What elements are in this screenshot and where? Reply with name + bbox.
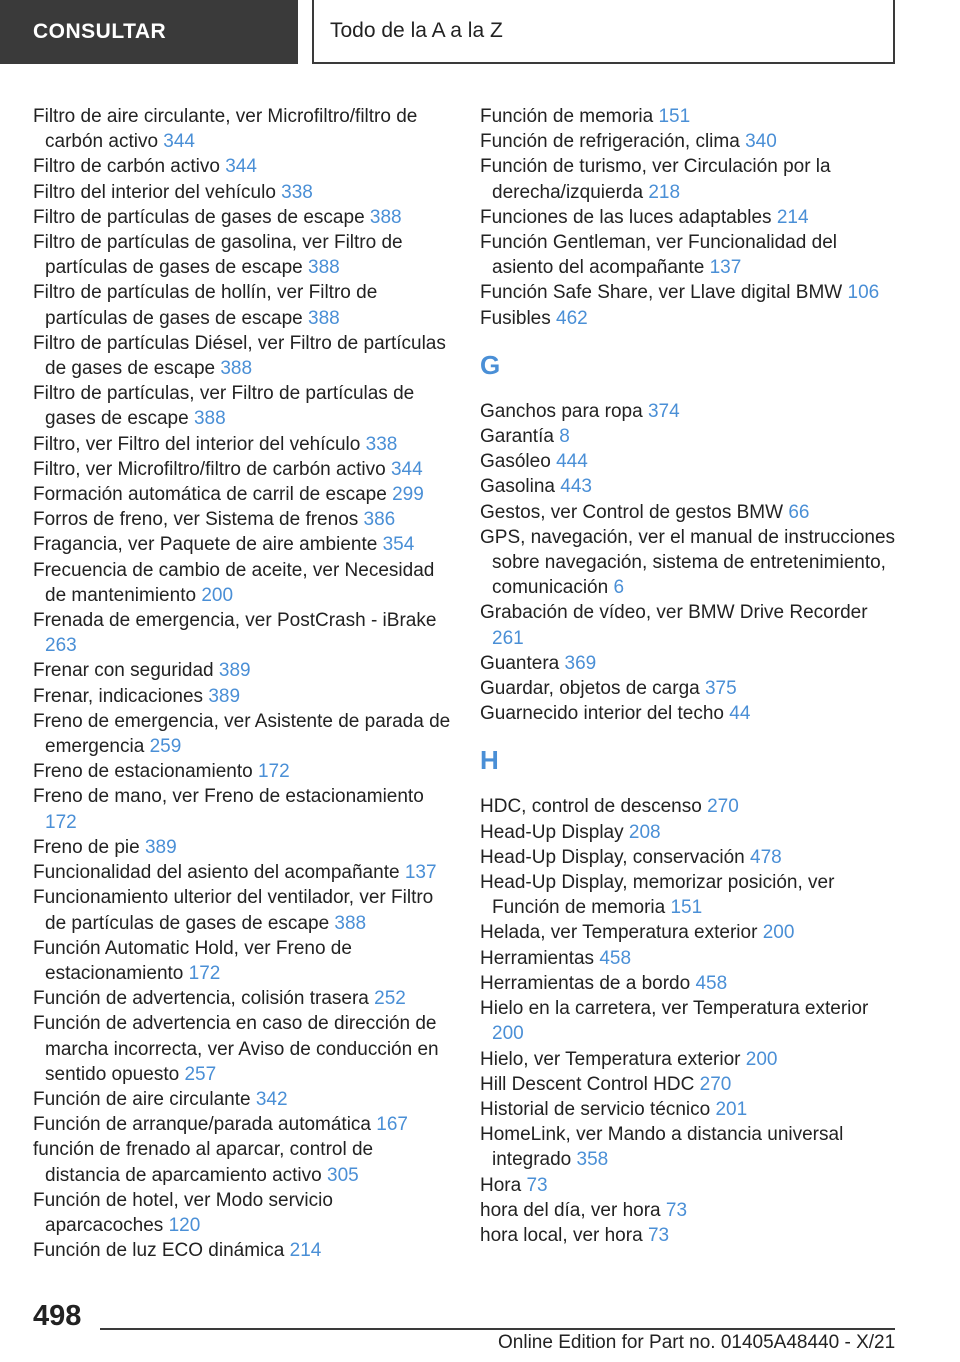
index-entry xyxy=(480,449,900,474)
page-link[interactable]: 462 xyxy=(556,307,588,329)
index-entry xyxy=(33,104,453,154)
page-link[interactable]: 106 xyxy=(847,282,880,304)
entry-text: Freno de pie xyxy=(33,836,140,858)
chapter-header xyxy=(312,0,895,64)
footer-edition: Online Edition for Part no. 01405A48440 - X/21 xyxy=(498,1332,896,1353)
page-link[interactable]: 389 xyxy=(144,836,177,858)
page-link[interactable]: 443 xyxy=(560,476,592,498)
index-entry xyxy=(480,845,900,870)
page-link[interactable]: 214 xyxy=(776,206,809,228)
page-link[interactable]: 218 xyxy=(648,181,681,203)
index-entry xyxy=(480,676,900,701)
index-entry xyxy=(33,684,453,709)
entry-text: Freno de emergencia, ver Asistente de parada de emergencia xyxy=(33,710,451,758)
entry-text: Función de hotel, ver Modo servicio aparcacoches xyxy=(33,1189,333,1236)
index-entry xyxy=(480,996,900,1046)
page-link[interactable]: 120 xyxy=(168,1214,201,1236)
footer-divider xyxy=(100,1328,895,1330)
entry-text: Fragancia, ver Paquete de aire ambiente xyxy=(33,534,378,556)
page-link[interactable]: 458 xyxy=(695,972,728,994)
entry-text: Filtro de partículas de gases de escape xyxy=(33,206,365,228)
entry-text: Guarnecido interior del techo xyxy=(480,703,724,725)
entry-text: Ganchos para ropa xyxy=(480,400,643,422)
page-link[interactable]: 444 xyxy=(556,451,588,473)
page-link[interactable]: 261 xyxy=(492,627,524,649)
index-entry xyxy=(33,885,453,935)
section-tab xyxy=(0,0,298,64)
index-entry xyxy=(480,1173,900,1198)
index-entry xyxy=(480,1047,900,1072)
index-group-h xyxy=(480,794,900,1248)
entry-text: Función de aire circulante xyxy=(33,1088,251,1110)
page-link[interactable]: 374 xyxy=(647,400,680,422)
page-link[interactable]: 200 xyxy=(492,1023,524,1045)
index-entry xyxy=(33,709,453,759)
index-entry xyxy=(33,608,453,658)
page-link[interactable]: 73 xyxy=(647,1224,670,1246)
page-link[interactable]: 388 xyxy=(334,912,367,934)
page-link[interactable]: 137 xyxy=(404,862,437,884)
page-number: 498 xyxy=(33,1300,82,1332)
index-entry xyxy=(33,482,453,507)
section-label: CONSULTAR xyxy=(33,20,167,43)
page-link[interactable]: 151 xyxy=(658,106,691,127)
index-entry xyxy=(33,532,453,557)
entry-text: Filtro de aire circulante, ver Microfiltro/filtro de carbón activo xyxy=(33,106,418,153)
page-link[interactable]: 305 xyxy=(327,1164,359,1186)
index-entry xyxy=(33,180,453,205)
page-link[interactable]: 338 xyxy=(365,433,398,455)
page-link[interactable]: 389 xyxy=(218,660,251,682)
index-entry xyxy=(480,971,900,996)
page-link[interactable]: 137 xyxy=(709,257,742,279)
page-link[interactable]: 200 xyxy=(762,922,795,944)
entry-text: Frenada de emergencia, ver PostCrash - iBrake xyxy=(33,610,437,632)
entry-text: Filtro, ver Filtro del interior del vehículo xyxy=(33,433,361,455)
entry-text: Funciones de las luces adaptables xyxy=(480,206,772,228)
entry-text: Herramientas de a bordo xyxy=(480,972,691,994)
page-link[interactable]: 172 xyxy=(257,761,290,783)
index-entry xyxy=(33,658,453,683)
index-entry xyxy=(33,936,453,986)
entry-text: Helada, ver Temperatura exterior xyxy=(480,922,758,944)
entry-text: Head-Up Display xyxy=(480,821,624,843)
index-group-g xyxy=(480,399,900,727)
index-letter-g: G xyxy=(480,349,501,380)
entry-text: Gasolina xyxy=(480,476,555,498)
page-link[interactable]: 458 xyxy=(599,947,632,969)
entry-text: Fusibles xyxy=(480,307,551,329)
index-entry xyxy=(33,986,453,1011)
entry-text: Forros de freno, ver Sistema de frenos xyxy=(33,509,359,531)
entry-text: Filtro de partículas Diésel, ver Filtro de partículas de gases de escape xyxy=(33,332,446,380)
index-entry xyxy=(33,154,453,179)
entry-text: Garantía xyxy=(480,426,554,448)
page-link[interactable]: 257 xyxy=(184,1063,217,1085)
index-entry xyxy=(480,1097,900,1122)
entry-text: Filtro de partículas de gasolina, ver Filtro de partículas de gases de escape xyxy=(33,232,403,279)
index-entry xyxy=(33,558,453,608)
page-link[interactable]: 342 xyxy=(255,1088,288,1110)
page-link[interactable]: 344 xyxy=(163,131,195,153)
entry-text: Funcionalidad del asiento del acompañante xyxy=(33,862,400,884)
page-link[interactable]: 6 xyxy=(613,577,625,599)
page-link[interactable]: 200 xyxy=(745,1048,778,1070)
entry-text: Freno de estacionamiento xyxy=(33,761,253,783)
index-entry xyxy=(480,794,900,819)
page-link[interactable]: 270 xyxy=(699,1073,732,1095)
page-link[interactable]: 73 xyxy=(665,1199,688,1221)
index-entry xyxy=(480,820,900,845)
entry-text: Función de advertencia en caso de dirección de marcha incorrecta, ver Aviso de conducción en sentido opuesto xyxy=(33,1013,439,1085)
entry-text: Función Automatic Hold, ver Freno de estacionamiento xyxy=(33,937,352,984)
index-entry xyxy=(480,280,900,305)
index-entry xyxy=(480,154,900,204)
index-entry xyxy=(33,1112,453,1137)
index-entry xyxy=(480,399,900,424)
index-column-left xyxy=(33,104,453,1263)
index-entry xyxy=(480,701,900,726)
index-entry xyxy=(33,1238,453,1263)
page-link[interactable]: 344 xyxy=(390,458,423,480)
index-entry xyxy=(480,870,900,920)
index-entry xyxy=(480,205,900,230)
entry-text: Freno de mano, ver Freno de estacionamiento xyxy=(33,786,424,808)
index-entry xyxy=(480,1072,900,1097)
entry-text: Función de arranque/parada automática xyxy=(33,1114,372,1136)
entry-text: Función de memoria xyxy=(480,106,654,127)
index-entry xyxy=(480,525,900,601)
page-link[interactable]: 44 xyxy=(729,703,751,725)
page-link[interactable]: 338 xyxy=(281,181,313,203)
entry-text: Filtro de partículas, ver Filtro de partículas de gases de escape xyxy=(33,383,415,430)
entry-text: hora del día, ver hora xyxy=(480,1199,661,1221)
entry-text: Gasóleo xyxy=(480,451,551,473)
entry-text: Guantera xyxy=(480,652,560,674)
entry-text: Función de luz ECO dinámica xyxy=(33,1240,285,1262)
page-link[interactable]: 386 xyxy=(363,509,396,531)
entry-text: Función de turismo, ver Circulación por la derecha/izquierda xyxy=(480,156,831,203)
entry-text: Formación automática de carril de escape xyxy=(33,484,387,506)
entry-text: Función de advertencia, colisión trasera xyxy=(33,988,369,1010)
entry-text: Filtro del interior del vehículo xyxy=(33,181,276,203)
page-link[interactable]: 73 xyxy=(526,1174,548,1196)
page-link[interactable]: 344 xyxy=(225,156,257,178)
page-link[interactable]: 340 xyxy=(745,131,777,153)
index-entry xyxy=(33,759,453,784)
page-link[interactable]: 388 xyxy=(308,307,340,329)
page-link[interactable]: 259 xyxy=(149,736,182,758)
index-entry xyxy=(480,1198,900,1223)
entry-text: HDC, control de descenso xyxy=(480,796,702,818)
entry-text: Gestos, ver Control de gestos BMW xyxy=(480,501,784,523)
index-entry xyxy=(480,946,900,971)
index-entry xyxy=(33,280,453,330)
index-entry xyxy=(33,230,453,280)
page-link[interactable]: 167 xyxy=(376,1114,408,1136)
index-entry xyxy=(480,424,900,449)
index-entry xyxy=(480,600,900,650)
index-entry xyxy=(480,306,900,331)
entry-text: Head-Up Display, memorizar posición, ver Función de memoria xyxy=(480,872,835,919)
entry-text: función de frenado al aparcar, control de distancia de aparcamiento activo xyxy=(33,1139,374,1186)
index-entry xyxy=(33,432,453,457)
index-entry xyxy=(33,331,453,381)
entry-text: Herramientas xyxy=(480,947,595,969)
entry-text: Filtro de carbón activo xyxy=(33,156,220,178)
index-entry xyxy=(33,835,453,860)
index-group-f xyxy=(480,104,900,331)
page-link[interactable]: 299 xyxy=(392,484,424,506)
page-link[interactable]: 8 xyxy=(559,426,570,448)
entry-text: Historial de servicio técnico xyxy=(480,1098,711,1120)
page-link[interactable]: 263 xyxy=(45,635,77,657)
index-entry xyxy=(480,474,900,499)
index-entry xyxy=(480,1122,900,1172)
index-entry xyxy=(33,784,453,834)
entry-text: Filtro de partículas de hollín, ver Filtro de partículas de gases de escape xyxy=(33,282,378,329)
index-entry xyxy=(480,651,900,676)
entry-text: Frenar, indicaciones xyxy=(33,685,204,707)
page-link[interactable]: 389 xyxy=(208,685,241,707)
index-entry xyxy=(480,1223,900,1248)
page-link[interactable]: 201 xyxy=(715,1098,748,1120)
page-link[interactable]: 369 xyxy=(564,652,597,674)
page-link[interactable]: 200 xyxy=(201,584,234,606)
index-entry xyxy=(33,1011,453,1087)
entry-text: Hielo en la carretera, ver Temperatura exterior xyxy=(480,998,869,1020)
page-link[interactable]: 375 xyxy=(704,678,737,700)
page-link[interactable]: 388 xyxy=(308,257,340,279)
index-letter-h: H xyxy=(480,745,499,776)
page-link[interactable]: 388 xyxy=(220,358,253,380)
index-entry xyxy=(480,230,900,280)
entry-text: HomeLink, ver Mando a distancia universal integrado xyxy=(480,1124,844,1171)
page-link[interactable]: 358 xyxy=(576,1149,609,1171)
entry-text: hora local, ver hora xyxy=(480,1224,643,1246)
index-entry xyxy=(33,1137,453,1187)
entry-text: Head-Up Display, conservación xyxy=(480,846,745,868)
index-entry xyxy=(480,129,900,154)
entry-text: Filtro, ver Microfiltro/filtro de carbón activo xyxy=(33,458,386,480)
index-entry xyxy=(33,381,453,431)
index-entry xyxy=(480,500,900,525)
page-link[interactable]: 214 xyxy=(289,1240,322,1262)
index-entry xyxy=(33,507,453,532)
index-entry xyxy=(33,457,453,482)
page-link[interactable]: 388 xyxy=(193,408,226,430)
entry-text: Guardar, objetos de carga xyxy=(480,678,700,700)
entry-text: Función de refrigeración, clima xyxy=(480,131,740,153)
entry-text: Función Gentleman, ver Funcionalidad del asiento del acompañante xyxy=(480,232,837,279)
page-link[interactable]: 66 xyxy=(788,501,810,523)
entry-text: Funcionamiento ulterior del ventilador, ver Filtro de partículas de gases de escape xyxy=(33,887,434,934)
page-link[interactable]: 252 xyxy=(374,988,406,1010)
entry-text: Hora xyxy=(480,1174,522,1196)
page-link[interactable]: 270 xyxy=(707,796,739,818)
entry-text: Hill Descent Control HDC xyxy=(480,1073,695,1095)
index-entry xyxy=(480,920,900,945)
entry-text: GPS, navegación, ver el manual de instrucciones sobre navegación, sistema de entretenimiento, comunicación xyxy=(480,526,896,599)
page-link[interactable]: 172 xyxy=(45,811,77,833)
entry-text: Frecuencia de cambio de aceite, ver Necesidad de mantenimiento xyxy=(33,559,435,606)
page-link[interactable]: 151 xyxy=(670,897,703,919)
entry-text: Frenar con seguridad xyxy=(33,660,214,682)
chapter-title: Todo de la A a la Z xyxy=(330,19,503,42)
entry-text: Grabación de vídeo, ver BMW Drive Recorder xyxy=(480,602,868,624)
index-entry xyxy=(33,860,453,885)
index-entry xyxy=(33,1087,453,1112)
entry-text: Hielo, ver Temperatura exterior xyxy=(480,1048,741,1070)
page-link[interactable]: 208 xyxy=(628,821,661,843)
entry-text: Función Safe Share, ver Llave digital BMW xyxy=(480,282,843,304)
page-link[interactable]: 354 xyxy=(382,534,415,556)
index-entry xyxy=(480,104,900,129)
page-link[interactable]: 478 xyxy=(750,846,782,868)
index-entry xyxy=(33,205,453,230)
page-link[interactable]: 172 xyxy=(188,962,221,984)
page-link[interactable]: 388 xyxy=(369,206,402,228)
index-column-right xyxy=(480,104,900,1248)
index-entry xyxy=(33,1188,453,1238)
